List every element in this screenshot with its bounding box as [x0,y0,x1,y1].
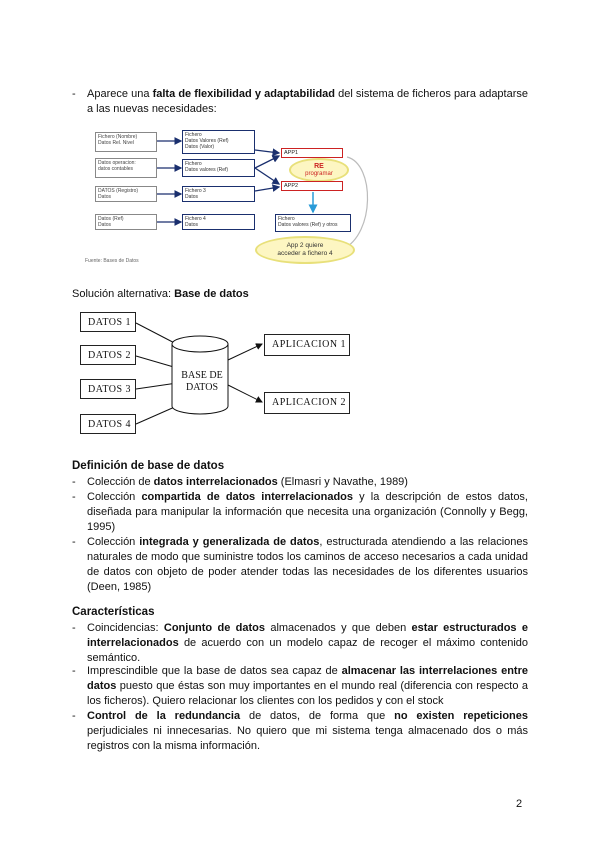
re-programar-note: RE programar [289,158,349,182]
left-box-1: Fichero (Nombre) Datos Rel. Nivel [95,132,157,152]
bullet: - [72,710,76,722]
bullet: - [72,491,76,503]
intro-text-end: del sistema de ficheros para adaptarse a las nuevas necesidades: [87,88,529,115]
definition-item-3: Colección integrada y generalizada de datos, estructurada atendiendo a las relaciones naturales de modo que suministre todos los caminos de acceso necesarios a cada unidad de datos con objeto de poder atender todas las necesidades de los diferentes usuarios (Deen, 1985) [87,536,528,593]
app1-box: APP1 [281,148,343,158]
features-item-2: Imprescindible que la base de datos sea capaz de almacenar las interrelaciones entre datos puesto que éstas son muy importantes en el mundo real (diferencia con respecto a los ficheros). Quiero relacionar los clientes con los pedidos y con el stock [87,665,528,707]
mid-box-3: Fichero 3 Datos [182,186,255,202]
definition-heading: Definición de base de datos [72,460,225,472]
bullet: - [72,476,76,488]
file-system-figure [85,124,375,266]
mid-box-4: Fichero 4 Datos [182,214,255,230]
features-item-3: Control de la redundancia de datos, de forma que no existen repeticiones perjudiciales ni innecesarias. No quiero que mi sistema tenga almacenado dos o más registros con la misma información. [87,710,529,752]
left-box-4: Datos (Ref) Datos [95,214,157,230]
app2-note: App 2 quiere acceder a fichero 4 [255,236,355,264]
app2-box: APP2 [281,181,343,191]
datos-box-3: DATOS 3 [80,379,136,399]
bullet: - [72,622,76,634]
left-box-2: Datos operacion: datos contables [95,158,157,178]
bullet: - [72,536,76,548]
definition-item-1: Colección de datos interrelacionados (Elmasri y Navathe, 1989) [87,476,408,488]
intro-text: Aparece una [87,88,153,100]
features-item-1: Coincidencias: Conjunto de datos almacenados y que deben estar estructurados e interrelacionados de acuerdo con un modelo capaz de recoger el máximo contenido semántico. [87,622,528,664]
figure1-footer: Fuente: Bases de Datos [85,258,139,264]
database-diagram [80,310,380,440]
features-heading: Características [72,606,155,618]
datos-box-2: DATOS 2 [80,345,136,365]
datos-box-4: DATOS 4 [80,414,136,434]
aplicacion-box-2: APLICACION 2 [264,392,350,414]
mid-box-2: Fichero Datos valores (Ref) [182,159,255,177]
intro-paragraph [87,87,528,117]
page-number: 2 [516,798,523,810]
aplicacion-box-1: APLICACION 1 [264,334,350,356]
solution-line: Solución alternativa: Base de datos [72,288,249,300]
result-box: Fichero Datos valores (Ref) y otros [275,214,351,232]
database-cylinder-label: BASE DE DATOS [181,370,223,393]
intro-bold: falta de flexibilidad y adaptabilidad [152,88,335,100]
datos-box-1: DATOS 1 [80,312,136,332]
bullet: - [72,88,76,100]
left-box-3: DATOS (Registro) Datos [95,186,157,202]
mid-box-1: Fichero Datos Valores (Ref) Datos (Valor) [182,130,255,154]
definition-item-2: Colección compartida de datos interrelacionados y la descripción de estos datos, diseñada para manipular la información que necesita una organización (Connolly y Begg, 1995) [87,491,528,533]
bullet: - [72,665,76,677]
